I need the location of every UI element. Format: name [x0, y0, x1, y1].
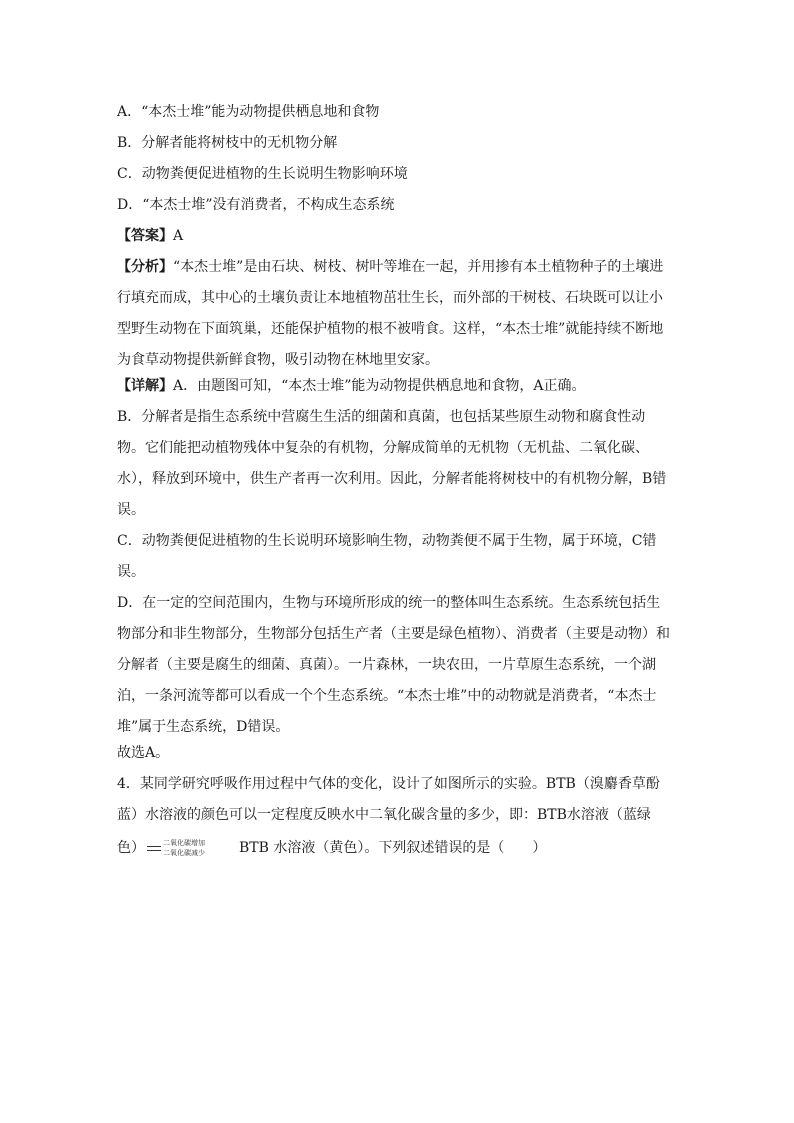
analysis-label: 【分析】 — [117, 259, 173, 275]
answer-value: A — [173, 228, 184, 244]
option-c: C．动物粪便促进植物的生长说明生物影响环境 — [117, 166, 408, 182]
detail-b-paragraph — [117, 407, 677, 520]
analysis-line-3: 型野生动物在下面筑巢，还能保护植物的根不被啃食。这样，“本杰士堆”就能持续不断地 — [117, 321, 664, 337]
detail-d-line-1: D．在一定的空间范围内，生物与环境所形成的统一的整体叫生态系统。生态系统包括生 — [117, 595, 661, 611]
answer-line — [117, 226, 677, 246]
reversible-reaction-arrows — [147, 838, 235, 858]
detail-d-line-3: 分解者（主要是腐生的细菌、真菌）。一片森林，一块农田，一片草原生态系统，一个湖 — [117, 657, 656, 673]
option-b: B．分解者能将树枝中的无机物分解 — [117, 135, 338, 151]
question-4-suffix: BTB 水溶液（黄色）。下列叙述错误的是（ ） — [239, 840, 547, 856]
detail-c-line-1: C．动物粪便促进植物的生长说明环境影响生物，动物粪便不属于生物，属于环境，C错 — [117, 533, 657, 549]
conclusion-line: 故选A。 — [117, 745, 170, 761]
detail-c-line-2: 误。 — [117, 564, 145, 580]
detail-b-line-4: 误。 — [117, 502, 145, 518]
detail-b-line-2: 物。它们能把动植物残体中复杂的有机物，分解成简单的无机物（无机盐、二氧化碳、 — [117, 440, 649, 456]
question-4-line-3 — [117, 836, 677, 860]
question-4-prefix: 色） — [117, 840, 145, 856]
detail-b-line-1: B．分解者是指生态系统中营腐生生活的细菌和真菌，也包括某些原生动物和腐食性动 — [117, 409, 646, 425]
detail-b-line-3: 水），释放到环境中，供生产者再一次利用。因此，分解者能将树枝中的有机物分解，B错 — [117, 471, 667, 487]
content-column — [117, 102, 677, 866]
detail-d-line-5: 堆”属于生态系统，D错误。 — [117, 719, 290, 735]
reverse-arrow — [147, 850, 161, 851]
co2-increase-label: 二氧化碳增加 — [163, 839, 205, 847]
detail-d-paragraph — [117, 593, 677, 737]
detail-label: 【详解】 — [117, 378, 173, 394]
option-d: D．“本杰士堆”没有消费者，不构成生态系统 — [117, 197, 395, 213]
analysis-line-2: 行填充而成，其中心的土壤负责让本地植物茁壮生长，而外部的干树枝、石块既可以让小 — [117, 290, 663, 306]
co2-decrease-label: 二氧化碳减少 — [163, 849, 205, 857]
question-4 — [117, 774, 677, 860]
analysis-line-1: 【分析】“本杰士堆”是由石块、树枝、树叶等堆在一起，并用掺有本土植物种子的土壤进 — [117, 259, 664, 275]
detail-c-paragraph — [117, 531, 677, 582]
detail-d-line-4: 泊，一条河流等都可以看成一个个生态系统。“本杰士堆”中的动物就是消费者，“本杰士 — [117, 688, 657, 704]
detail-d-line-2: 物部分和非生物部分，生物部分包括生产者（主要是绿色植物）、消费者（主要是动物）和 — [117, 626, 670, 642]
question-4-line-2: 蓝）水溶液的颜色可以一定程度反映水中二氧化碳含量的多少，即：BTB水溶液（蓝绿 — [117, 807, 651, 823]
analysis-paragraph — [117, 257, 677, 370]
analysis-line-4: 为食草动物提供新鲜食物，吸引动物在林地里安家。 — [117, 352, 439, 368]
answer-label: 【答案】 — [117, 228, 173, 244]
forward-arrow — [147, 846, 161, 847]
question-4-line-1: 4．某同学研究呼吸作用过程中气体的变化，设计了如图所示的实验。BTB（溴麝香草酚 — [117, 776, 660, 792]
detail-a-line: 【详解】A．由题图可知，“本杰士堆”能为动物提供栖息地和食物，A正确。 — [117, 378, 586, 394]
option-a: A．“本杰士堆”能为动物提供栖息地和食物 — [117, 104, 380, 120]
